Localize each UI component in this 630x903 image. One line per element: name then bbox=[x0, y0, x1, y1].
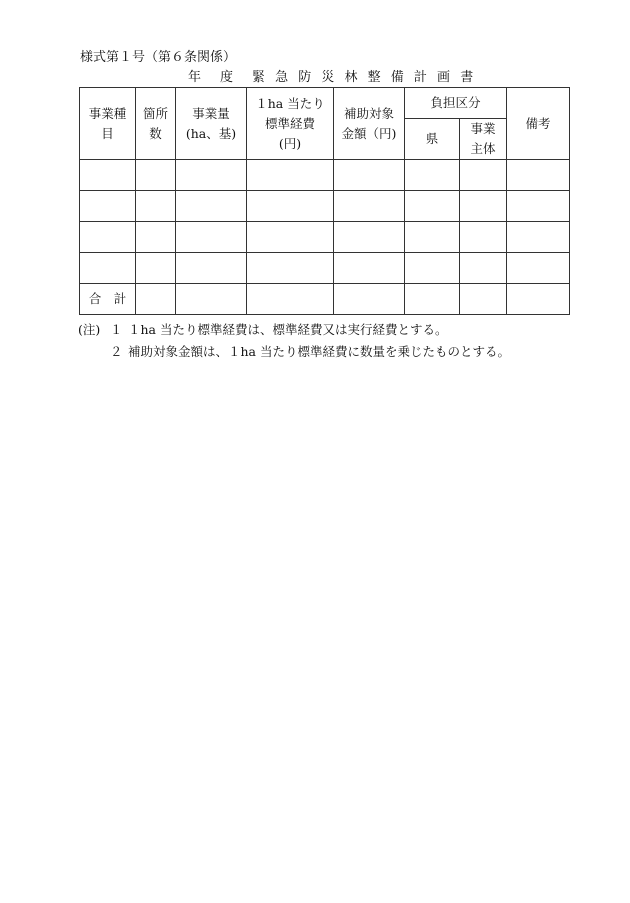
table-cell bbox=[136, 160, 176, 191]
table-cell bbox=[176, 284, 247, 315]
table-cell bbox=[247, 160, 334, 191]
table-cell bbox=[460, 253, 507, 284]
table-cell bbox=[176, 160, 247, 191]
table-cell bbox=[507, 253, 570, 284]
table-cell bbox=[334, 253, 405, 284]
table-cell bbox=[247, 222, 334, 253]
note-label: (注) bbox=[78, 322, 101, 337]
note-number: ２ bbox=[110, 344, 123, 359]
table-cell bbox=[460, 191, 507, 222]
table-cell bbox=[460, 284, 507, 315]
table-row bbox=[80, 191, 570, 222]
table-cell bbox=[507, 160, 570, 191]
table-cell bbox=[80, 222, 136, 253]
table-cell bbox=[405, 253, 460, 284]
document-title: 年 度 緊 急 防 災 林 整 備 計 画 書 bbox=[188, 70, 477, 85]
table-cell bbox=[334, 160, 405, 191]
plan-table bbox=[79, 87, 570, 315]
header-jigyo-shu: 事業種 目 bbox=[80, 88, 136, 160]
header-hyojun-keihi: １ha 当たり 標準経費 (円) bbox=[247, 88, 334, 160]
table-cell bbox=[507, 191, 570, 222]
table-cell bbox=[247, 191, 334, 222]
table-cell bbox=[460, 160, 507, 191]
table-cell bbox=[334, 191, 405, 222]
note-text: １ha 当たり標準経費は、標準経費又は実行経費とする。 bbox=[128, 322, 448, 337]
table-cell bbox=[80, 191, 136, 222]
note-number: １ bbox=[110, 322, 123, 337]
note-text: 補助対象金額は、１ha 当たり標準経費に数量を乗じたものとする。 bbox=[128, 344, 510, 359]
header-ken: 県 bbox=[405, 119, 460, 160]
table-cell bbox=[136, 222, 176, 253]
table-cell bbox=[507, 284, 570, 315]
table-cell bbox=[405, 284, 460, 315]
table-cell bbox=[247, 253, 334, 284]
table-cell bbox=[176, 191, 247, 222]
note-item bbox=[78, 341, 510, 363]
header-kasho: 箇所 数 bbox=[136, 88, 176, 160]
header-biko: 備考 bbox=[507, 88, 570, 160]
table-cell bbox=[405, 191, 460, 222]
header-row bbox=[80, 88, 570, 119]
table-cell bbox=[136, 253, 176, 284]
table-cell bbox=[405, 160, 460, 191]
table-cell bbox=[507, 222, 570, 253]
header-futan-kubun: 負担区分 bbox=[405, 88, 507, 119]
table-row bbox=[80, 222, 570, 253]
table-row bbox=[80, 253, 570, 284]
table-cell bbox=[136, 284, 176, 315]
table-cell bbox=[176, 253, 247, 284]
table-cell bbox=[247, 284, 334, 315]
note-item bbox=[78, 319, 510, 341]
table-cell bbox=[334, 222, 405, 253]
header-jigyo-shutai: 事業 主体 bbox=[460, 119, 507, 160]
form-id: 様式第１号（第６条関係） bbox=[80, 50, 237, 65]
table-cell bbox=[460, 222, 507, 253]
header-hojo-kingaku: 補助対象 金額（円) bbox=[334, 88, 405, 160]
table-cell bbox=[334, 284, 405, 315]
table-cell bbox=[80, 160, 136, 191]
header-jigyo-ryo: 事業量 (ha、基) bbox=[176, 88, 247, 160]
table-row bbox=[80, 160, 570, 191]
table-cell bbox=[405, 222, 460, 253]
notes bbox=[78, 319, 510, 363]
total-row bbox=[80, 284, 570, 315]
total-label: 合 計 bbox=[80, 284, 136, 315]
table-cell bbox=[176, 222, 247, 253]
table-cell bbox=[80, 253, 136, 284]
table-cell bbox=[136, 191, 176, 222]
